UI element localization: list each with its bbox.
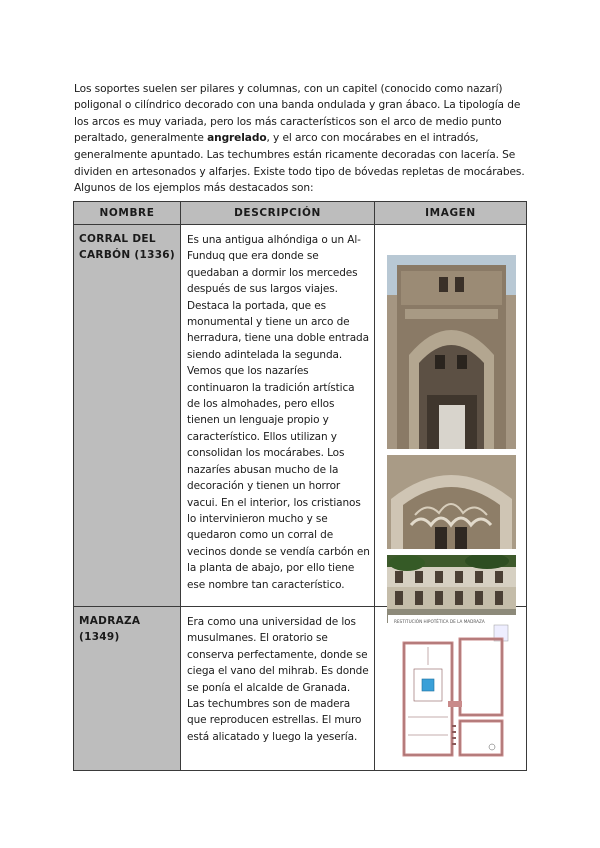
corral-muqarnas-photo xyxy=(387,455,516,549)
table-header-row xyxy=(74,202,527,225)
intro-paragraph xyxy=(74,81,530,197)
row-images-corral xyxy=(375,225,527,607)
monuments-table xyxy=(73,201,527,771)
header-imagen: IMAGEN xyxy=(375,202,527,225)
row-name-corral: CORRAL DEL CARBÓN (1336) xyxy=(74,225,181,607)
header-descripcion: DESCRIPCIÓN xyxy=(181,202,375,225)
intro-text-2: , y el arco con mocárabes en el intradós, generalmente apuntado. Las techumbres están ricamente decoradas con lacería. Se dividen en artesonados y alfarjes. Existe todo tipo de bóvedas repletas de mocárabes. Algunos de los ejemplos más destacados son: xyxy=(74,132,525,195)
madraza-floor-plan xyxy=(388,615,516,763)
header-nombre: NOMBRE xyxy=(74,202,181,225)
plan-caption: RESTITUCIÓN HIPOTÉTICA DE LA MADRAZA xyxy=(394,619,485,624)
row-description-madraza: Era como una universidad de los musulmanes. El oratorio se conserva perfectamente, donde se ciega el vano del mihrab. Es donde se ponía el alcalde de Granada. Las techumbres son de madera que reproducen estrellas. El muro está alicatado y luego la yesería. xyxy=(181,607,375,771)
row-images-madraza xyxy=(375,607,527,771)
table-row xyxy=(74,607,527,771)
row-description-corral: Es una antigua alhóndiga o un Al-Funduq que era donde se quedaban a dormir los mercedes después de sus largos viajes. Destaca la portada, que es monumental y tiene un arco de herradura, tiene una doble entrada siendo adintelada la segunda. Vemos que los nazaríes continuaron la tradición artística de los almohades, pero ellos tienen un lenguaje propio y característico. Ellos utilizan y consolidan los mocárabes. Los nazaríes abusan mucho de la decoración y tienen un horror vacui. En el interior, los cristianos lo intervinieron mucho y se quedaron como un corral de vecinos donde se vendía carbón en la planta de abajo, por ello tiene ese nombre tan característico. xyxy=(181,225,375,607)
corral-facade-photo xyxy=(387,255,516,449)
intro-text-1: Los soportes suelen ser pilares y columnas, con un capitel (conocido como nazarí) poligonal o cilíndrico decorado con una banda ondulada y gran ábaco. La tipología de los arcos es muy variada, pero los más característicos son el arco de medio punto peraltado, generalmente xyxy=(74,82,521,145)
intro-bold-term: angrelado xyxy=(207,132,267,145)
table-row xyxy=(74,225,527,607)
row-name-madraza: MADRAZA (1349) xyxy=(74,607,181,771)
